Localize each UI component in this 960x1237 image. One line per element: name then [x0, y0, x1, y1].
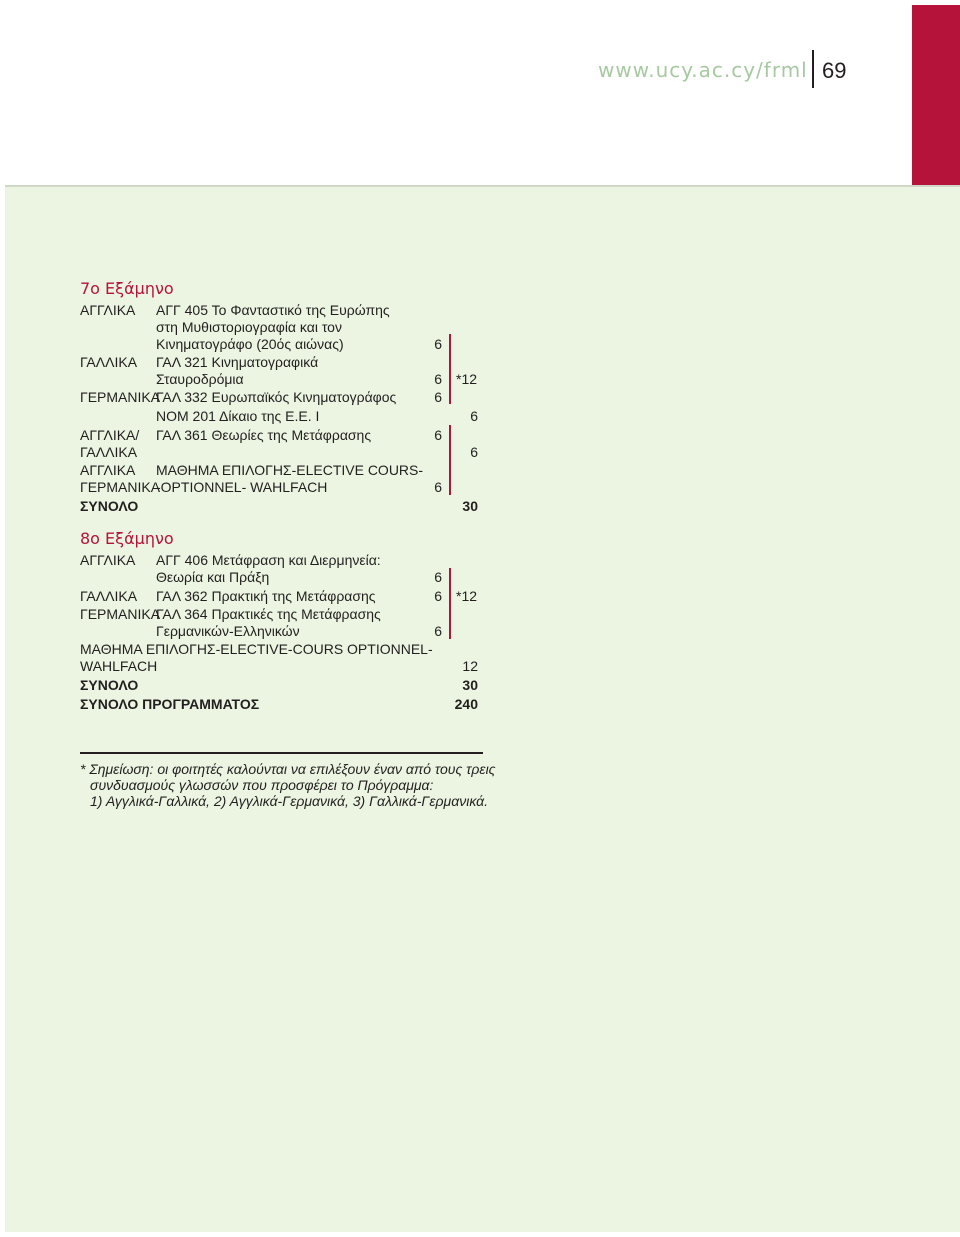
semester-8-total-label: ΣΥΝΟΛΟ [80, 677, 139, 693]
table-row-credits: 6 [434, 569, 442, 585]
footnote-line-1: * Σημείωση: οι φοιτητές καλούνται να επιλέξουν έναν από τους τρεις [80, 761, 496, 777]
table-row-lang: ΑΓΓΛΙΚΑ/ [80, 427, 140, 443]
table-row-course: ΝΟΜ 201 Δίκαιο της Ε.Ε. Ι [156, 408, 320, 424]
elective-value: 12 [462, 658, 478, 674]
table-row-lang: ΓΕΡΜΑΝΙΚΑ [80, 479, 161, 495]
table-row-lang: ΓΑΛΛΙΚΑ [80, 354, 138, 370]
table-row-lang: ΓΑΛΛΙΚΑ [80, 588, 138, 604]
group-bracket [449, 425, 451, 495]
semester-7-title: 7ο Εξάμηνο [80, 279, 174, 298]
table-row-lang: ΑΓΓΛΙΚΑ [80, 552, 136, 568]
table-row-course: ΓΑΛ 362 Πρακτική της Μετάφρασης [156, 588, 376, 604]
table-row-credits: 6 [434, 336, 442, 352]
table-row-total: 6 [470, 408, 478, 424]
elective-line-1: ΜΑΘΗΜΑ ΕΠΙΛΟΓΗΣ-ELECTIVE-COURS OPTIONNEL- [80, 641, 433, 657]
elective-line-2: WAHLFACH [80, 658, 158, 674]
table-row-lang: ΓΕΡΜΑΝΙΚΑ [80, 389, 161, 405]
semester-8-title: 8ο Εξάμηνο [80, 529, 174, 548]
table-row-credits: 6 [434, 427, 442, 443]
program-total-value: 240 [454, 696, 478, 712]
header-divider [812, 50, 814, 88]
program-total-label: ΣΥΝΟΛΟ ΠΡΟΓΡΑΜΜΑΤΟΣ [80, 696, 260, 712]
table-row-course: ΓΑΛ 361 Θεωρίες της Μετάφρασης [156, 427, 372, 443]
table-row-credits: 6 [434, 623, 442, 639]
semester-7-total-label: ΣΥΝΟΛΟ [80, 498, 139, 514]
table-row-credits: 6 [434, 371, 442, 387]
website-url[interactable]: www.ucy.ac.cy/frml [598, 58, 808, 82]
table-row-course: ΓΑΛ 321 Κινηματογραφικά [156, 354, 319, 370]
semester-7-total-value: 30 [462, 498, 478, 514]
table-row-lang: ΑΓΓΛΙΚΑ [80, 302, 136, 318]
table-row-lang: ΑΓΓΛΙΚΑ [80, 462, 136, 478]
table-row-course: στη Μυθιστοριογραφία και τον [156, 319, 342, 335]
semester-8-total-value: 30 [462, 677, 478, 693]
table-row-total: 6 [470, 444, 478, 460]
table-row-course: Κινηματογράφο (20ός αιώνας) [156, 336, 344, 352]
page-number: 69 [822, 58, 847, 83]
table-row-credits: 6 [434, 389, 442, 405]
table-row-lang: ΓΑΛΛΙΚΑ [80, 444, 138, 460]
table-row-course: ΓΑΛ 364 Πρακτικές της Μετάφρασης [156, 606, 381, 622]
footnote-rule [80, 752, 483, 754]
table-row-course: ΓΑΛ 332 Ευρωπαϊκός Κινηματογράφος [156, 389, 397, 405]
group-credits: *12 [456, 371, 478, 387]
table-row-course: ΑΓΓ 405 Το Φανταστικό της Ευρώπης [156, 302, 390, 318]
table-row-course: Θεωρία και Πράξη [156, 569, 270, 585]
footnote-line-2: συνδυασμούς γλωσσών που προσφέρει το Πρόγραμμα: [90, 777, 434, 793]
table-row-course: Σταυροδρόμια [156, 371, 244, 387]
footnote-line-3: 1) Αγγλικά-Γαλλικά, 2) Αγγλικά-Γερμανικά, 3) Γαλλικά-Γερμανικά. [90, 793, 489, 809]
group-bracket [449, 568, 451, 639]
table-row-course: ΜΑΘΗΜΑ ΕΠΙΛΟΓΗΣ-ELECTIVE COURS- [156, 462, 424, 478]
header-accent-bar [912, 5, 960, 187]
table-row-credits: 6 [434, 588, 442, 604]
table-row-course: -OPTIONNEL- WAHLFACH [156, 479, 328, 495]
group-bracket [449, 334, 451, 404]
table-row-course: ΑΓΓ 406 Μετάφραση και Διερμηνεία: [156, 552, 381, 568]
table-row-course: Γερμανικών-Ελληνικών [156, 623, 300, 639]
group-credits: *12 [456, 588, 478, 604]
table-row-lang: ΓΕΡΜΑΝΙΚΑ [80, 606, 161, 622]
table-row-credits: 6 [434, 479, 442, 495]
